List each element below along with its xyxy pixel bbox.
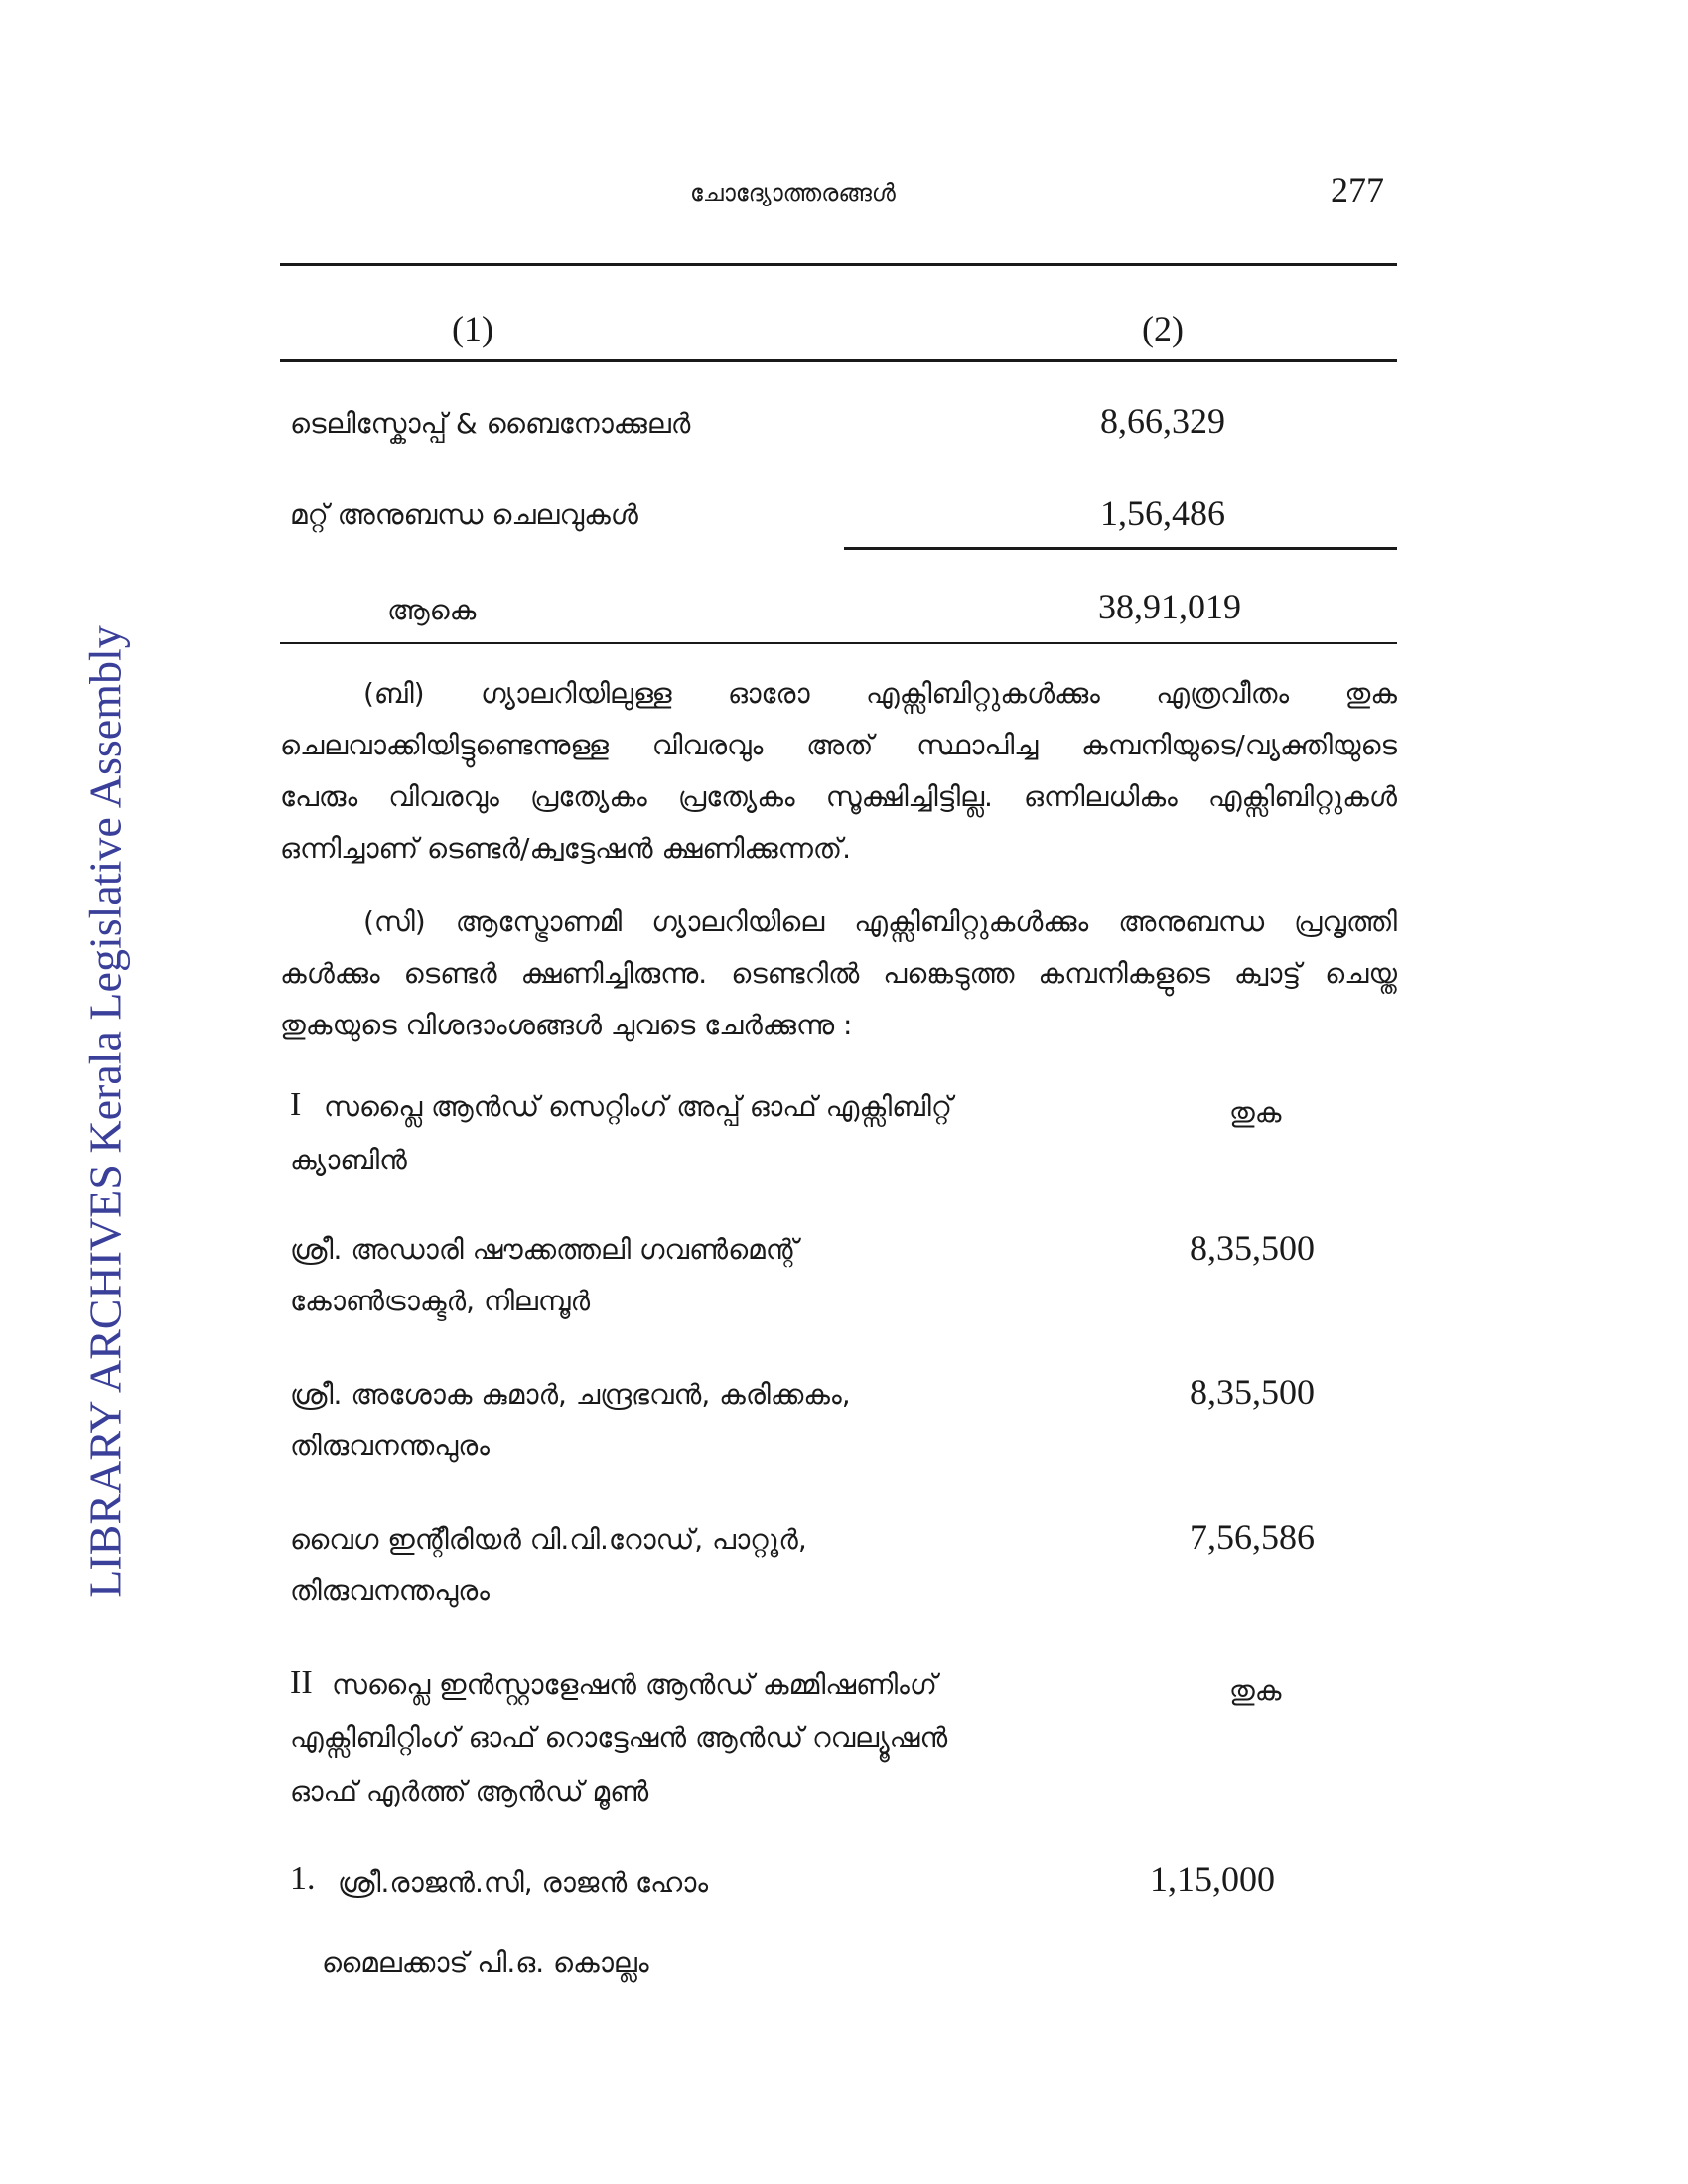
table-row-value: 1,56,486 <box>1100 493 1225 533</box>
table-row-value: 8,66,329 <box>1100 401 1225 441</box>
para-b-line2: ചെലവാക്കിയിട്ടുണ്ടെന്നുള്ള വിവരവും അത് സ്ഥാപിച്ച കമ്പനിയുടെ/വ്യക്തിയുടെ <box>280 729 1397 761</box>
section1-title-line2: ക്യാബിൻ <box>290 1144 407 1176</box>
section1-amount-header: തുക <box>1229 1096 1282 1129</box>
para-b-line <box>363 677 1397 711</box>
page-number: 277 <box>1331 170 1384 209</box>
section1-entry-line2: കോൺട്രാക്ടർ, നിലമ്പൂർ <box>290 1285 591 1317</box>
section2-roman: II <box>290 1664 313 1701</box>
table-header-rule <box>280 359 1397 362</box>
table-bottom-rule <box>280 642 1397 644</box>
table-row-label: മറ്റ് അനുബന്ധ ചെലവുകൾ <box>290 498 638 531</box>
section2-amount-header: തുക <box>1229 1674 1282 1706</box>
subtotal-rule <box>844 547 1397 550</box>
section1-entry-line2: തിരുവനന്തപുരം <box>290 1430 490 1462</box>
section2-entry-line1: ശ്രീ.രാജൻ.സി, രാജൻ ഹോം <box>338 1866 709 1899</box>
section2-entry-index: 1. <box>290 1860 316 1897</box>
section2-title-line3: ഓഫ് എർത്ത് ആൻഡ് മൂൺ <box>290 1775 649 1808</box>
section1-entry-line1: ശ്രീ. അഡാരി ഷൗക്കത്തലി ഗവൺമെന്റ് <box>290 1233 798 1266</box>
para-b-line3: പേരും വിവരവും പ്രത്യേകം പ്രത്യേകം സൂക്ഷിച്ചിട്ടില്ല. ഒന്നിലധികം എക്സിബിറ്റുകൾ <box>280 780 1397 813</box>
library-archives-watermark: LIBRARY ARCHIVES Kerala Legislative Assembly <box>79 625 131 1598</box>
para-c-line2: കൾക്കും ടെണ്ടർ ക്ഷണിച്ചിരുന്നു. ടെണ്ടറിൽ പങ്കെടുത്ത കമ്പനികളുടെ ക്വാട്ട് ചെയ്ത <box>280 957 1397 990</box>
section1-entry-line1: വൈഗ ഇന്റീരിയർ വി.വി.റോഡ്, പാറ്റൂർ, <box>290 1523 807 1556</box>
table-top-rule <box>280 263 1397 266</box>
table-row-label: ടെലിസ്കോപ്പ് & ബൈനോക്കുലർ <box>290 407 691 440</box>
section1-title-line1: സപ്ലൈ ആൻഡ് സെറ്റിംഗ് അപ്പ് ഓഫ് എക്സിബിറ്റ് <box>324 1090 953 1123</box>
section2-title-line1: സപ്ലൈ ഇൻസ്റ്റാളേഷൻ ആൻഡ് കമ്മിഷണിംഗ് <box>332 1668 937 1701</box>
para-b-line1: (ബി) ഗ്യാലറിയിലുള്ള ഓരോ എക്സിബിറ്റുകൾക്കും എത്രവീതം തുക <box>363 677 1397 710</box>
section1-roman: I <box>290 1086 302 1123</box>
section1-entry-line1: ശ്രീ. അശോക കുമാർ, ചന്ദ്രഭവൻ, കരിക്കകം, <box>290 1378 851 1411</box>
para-c-line1: (സി) ആസ്ട്രോണമി ഗ്യാലറിയിലെ എക്സിബിറ്റുകൾക്കും അനുബന്ധ പ്രവൃത്തി <box>363 905 1397 938</box>
section2-title-line2: എക്സിബിറ്റിംഗ് ഓഫ് റൊട്ടേഷൻ ആൻഡ് റവല്യൂഷൻ <box>290 1721 948 1754</box>
section2-entry-line2: മൈലക്കാട് പി.ഒ. കൊല്ലം <box>322 1946 649 1979</box>
section1-entry-amount: 8,35,500 <box>1190 1228 1315 1268</box>
section1-entry-line2: തിരുവനന്തപുരം <box>290 1574 490 1607</box>
table-total-value: 38,91,019 <box>1098 587 1241 626</box>
section2-entry-amount: 1,15,000 <box>1150 1859 1275 1899</box>
table-col1-header: (1) <box>452 309 493 348</box>
section1-entry-amount: 8,35,500 <box>1190 1372 1315 1412</box>
para-c-line3: തുകയുടെ വിശദാംശങ്ങൾ ചുവടെ ചേർക്കുന്നു : <box>280 1009 853 1041</box>
table-col2-header: (2) <box>1142 309 1184 348</box>
section1-entry-amount: 7,56,586 <box>1190 1517 1315 1557</box>
para-b-line4: ഒന്നിച്ചാണ് ടെണ്ടർ/ക്വട്ടേഷൻ ക്ഷണിക്കുന്നത്. <box>280 832 852 865</box>
running-title: ചോദ്യോത്തരങ്ങൾ <box>690 179 896 206</box>
table-total-label: ആകെ <box>387 594 477 626</box>
